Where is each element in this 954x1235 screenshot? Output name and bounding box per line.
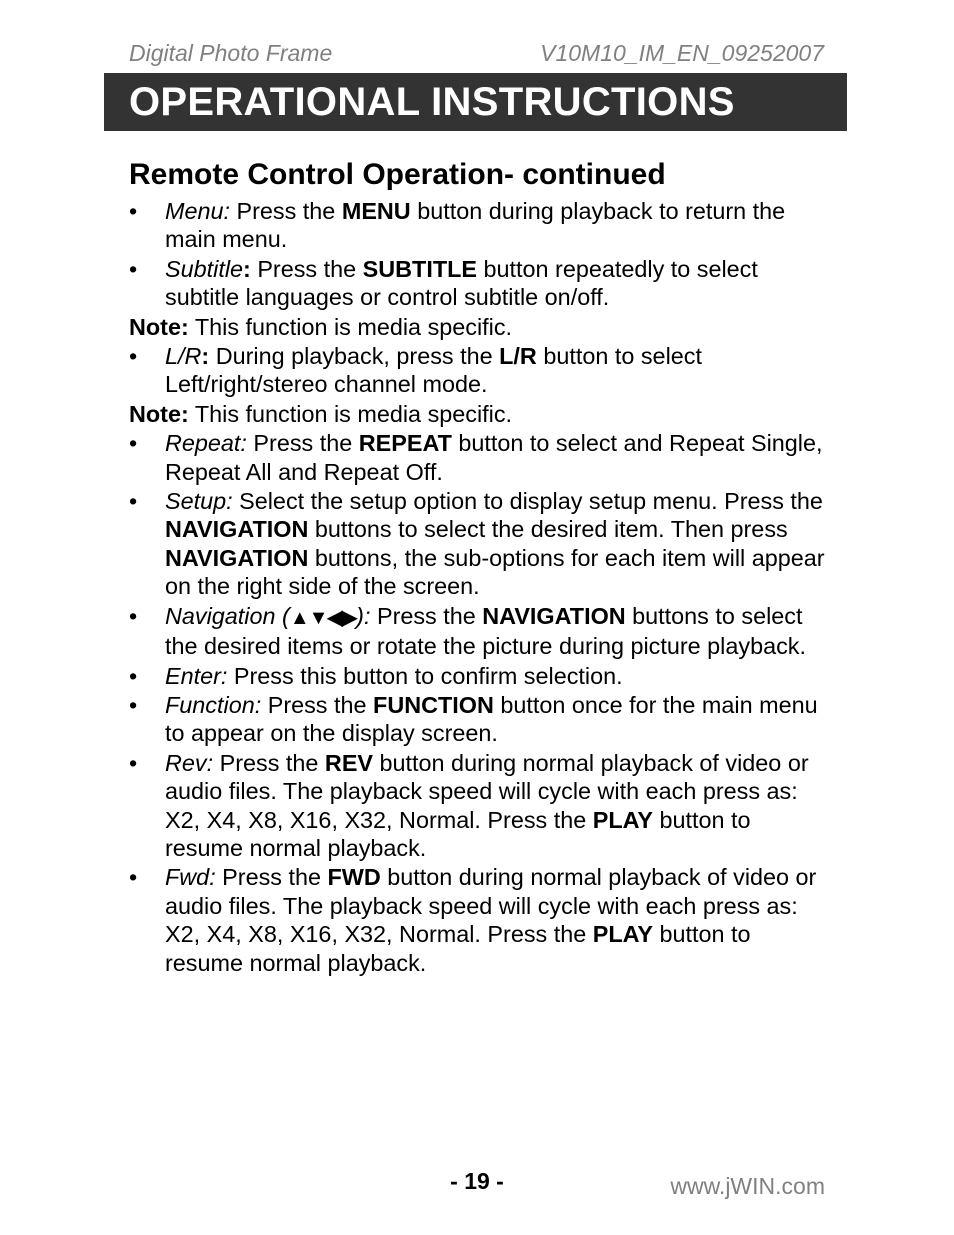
list-item-subtitle bbox=[129, 255, 829, 312]
bullet-icon: • bbox=[129, 198, 138, 224]
section-banner bbox=[104, 73, 847, 131]
note-label: Note: bbox=[129, 400, 189, 427]
item-label-end: ): bbox=[356, 602, 371, 629]
button-name: REV bbox=[324, 749, 374, 776]
item-label: Subtitle bbox=[165, 255, 244, 282]
banner-title: OPERATIONAL INSTRUCTIONS bbox=[129, 80, 735, 124]
item-text: button to select Left/right/stereo channel mode. bbox=[165, 343, 702, 398]
button-name: FUNCTION bbox=[373, 691, 494, 718]
item-text: buttons, the sub-options for each item will appear on the right side of the screen. bbox=[165, 544, 825, 600]
item-label: Fwd: bbox=[165, 864, 216, 891]
list-item-function bbox=[129, 691, 829, 748]
item-label: Enter: bbox=[165, 662, 228, 689]
item-colon: : bbox=[201, 343, 210, 370]
item-text: Press the bbox=[213, 749, 325, 776]
item-label: Repeat: bbox=[165, 430, 247, 457]
header-document-code: V10M10_IM_EN_09252007 bbox=[540, 40, 824, 66]
list-item-rev bbox=[129, 749, 829, 863]
item-text: Press this button to confirm selection. bbox=[227, 662, 623, 689]
item-text: buttons to select the desired item. Then press bbox=[308, 516, 788, 543]
item-text: Select the setup option to display setup menu. Press the bbox=[232, 488, 823, 515]
button-name: NAVIGATION bbox=[482, 602, 626, 629]
bullet-icon: • bbox=[129, 602, 138, 629]
list-item-enter bbox=[129, 662, 829, 690]
note-label: Note: bbox=[129, 313, 189, 340]
item-label: L/R bbox=[165, 343, 202, 370]
instructions-body bbox=[129, 197, 829, 978]
list-item-fwd bbox=[129, 863, 829, 977]
item-text: Press the bbox=[246, 430, 359, 457]
button-name: NAVIGATION bbox=[165, 516, 309, 543]
button-name: REPEAT bbox=[358, 430, 452, 457]
list-item-repeat bbox=[129, 429, 829, 486]
list-item-navigation bbox=[129, 602, 829, 661]
item-label: Rev: bbox=[165, 749, 214, 776]
list-item-setup bbox=[129, 487, 829, 601]
item-text: button to resume normal playback. bbox=[165, 806, 751, 861]
list-item-menu bbox=[129, 197, 829, 254]
note-text: This function is media specific. bbox=[188, 400, 513, 427]
item-text: During playback, press the bbox=[209, 343, 500, 370]
note-subtitle bbox=[129, 313, 829, 341]
item-text: Press the bbox=[230, 198, 342, 224]
item-text: button during normal playback of video or audio files. The playback speed will cycle with each press as: X2, X4, X8, X16, X32, Normal. Press the bbox=[165, 749, 809, 833]
button-name: NAVIGATION bbox=[165, 544, 309, 571]
item-text: Press the bbox=[261, 691, 374, 718]
item-text: button during normal playback of video or audio files. The playback speed will cycle with each press as: X2, X4, X8, X16, X32, Normal. Press the bbox=[165, 864, 817, 948]
note-lr bbox=[129, 400, 829, 428]
bullet-icon: • bbox=[129, 255, 138, 282]
page-number: - 19 - bbox=[450, 1168, 504, 1194]
bullet-icon: • bbox=[129, 343, 138, 370]
header-document-title: Digital Photo Frame bbox=[129, 40, 333, 66]
item-text: button to select and Repeat Single, Repeat All and Repeat Off. bbox=[165, 430, 823, 485]
item-text: button to resume normal playback. bbox=[165, 921, 751, 976]
navigation-arrows-icon: ▲▼◀▶ bbox=[289, 606, 357, 629]
bullet-icon: • bbox=[129, 864, 138, 891]
button-name: PLAY bbox=[592, 921, 653, 948]
item-colon: : bbox=[243, 255, 251, 282]
footer-website: www.jWIN.com bbox=[670, 1173, 825, 1199]
bullet-icon: • bbox=[129, 430, 138, 457]
item-text: Press the bbox=[215, 864, 328, 891]
button-name: FWD bbox=[327, 864, 381, 891]
section-heading: Remote Control Operation- continued bbox=[129, 158, 666, 191]
button-name: PLAY bbox=[592, 806, 653, 833]
bullet-icon: • bbox=[129, 662, 138, 689]
item-label: Setup: bbox=[165, 488, 233, 515]
item-text: Press the bbox=[250, 255, 363, 282]
item-text: Press the bbox=[370, 602, 483, 629]
button-name: MENU bbox=[341, 198, 411, 224]
item-label: Function: bbox=[165, 691, 262, 718]
item-text: button during playback to return the main menu. bbox=[165, 198, 786, 253]
button-name: L/R bbox=[499, 343, 537, 370]
bullet-icon: • bbox=[129, 749, 138, 776]
note-text: This function is media specific. bbox=[188, 313, 513, 340]
item-text: button once for the main menu to appear on the display screen. bbox=[165, 691, 818, 747]
item-text: button repeatedly to select subtitle languages or control subtitle on/off. bbox=[165, 255, 758, 311]
item-label: Navigation ( bbox=[165, 602, 290, 629]
bullet-icon: • bbox=[129, 488, 138, 515]
item-text: buttons to select the desired items or rotate the picture during picture playback. bbox=[165, 602, 806, 660]
button-name: SUBTITLE bbox=[362, 255, 477, 282]
bullet-icon: • bbox=[129, 691, 138, 718]
list-item-lr bbox=[129, 342, 829, 399]
item-label: Menu: bbox=[165, 198, 231, 224]
